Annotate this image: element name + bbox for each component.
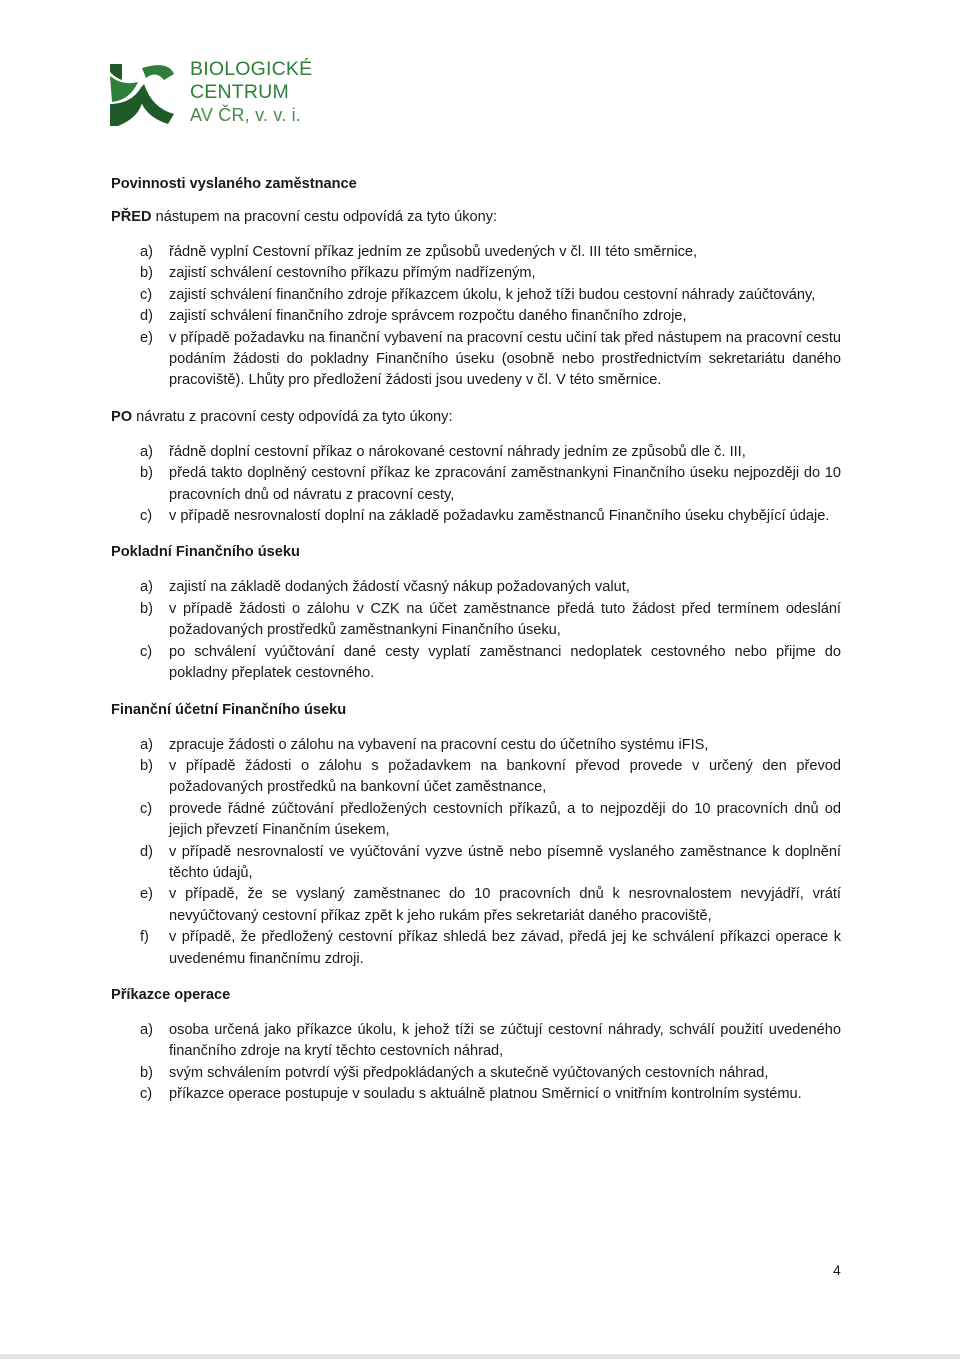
after-trip-strong: PO	[111, 408, 133, 425]
after-trip-rest: návratu z pracovní cesty odpovídá za tyto úkony:	[132, 408, 453, 425]
list-item-text: zpracuje žádosti o zálohu na vybavení na pracovní cestu do účetního systému iFIS,	[169, 736, 709, 753]
list-item-text: v případě, že předložený cestovní příkaz shledá bez závad, předá jej ke schválení příkazci operace k uvedenému finančnímu zdroji.	[169, 929, 841, 967]
list-item-label: a)	[140, 1021, 153, 1038]
before-trip-list	[111, 242, 841, 392]
logo-text	[190, 58, 312, 127]
list-item-text: provede řádné zúčtování předložených cestovních příkazů, a to nejpozději do 10 pracovních dnů od jejich převzetí Finančním úsekem,	[169, 800, 841, 839]
after-trip-list	[111, 442, 841, 528]
list-item-text: řádně vyplní Cestovní příkaz jedním ze způsobů uvedených v čl. III této směrnice,	[169, 244, 698, 260]
list-item-text: příkazce operace postupuje v souladu s aktuálně platnou Směrnicí o vnitřním kontrolním systému.	[169, 1086, 802, 1103]
list-item-text: po schválení vyúčtování dané cesty vyplatí zaměstnanci nedoplatek cestovného nebo přijme do pokladny přeplatek cestovného.	[169, 643, 841, 682]
list-item	[111, 799, 841, 842]
list-item-text: řádně doplní cestovní příkaz o nárokované cestovní náhrady jedním ze způsobů dle č. III,	[169, 443, 746, 460]
list-item-label: a)	[140, 443, 153, 460]
list-item-label: e)	[140, 329, 153, 346]
list-item-text: v případě žádosti o zálohu s požadavkem na bankovní převod provede v určený den převod požadovaných prostředků na bankovní účet zaměstnance,	[169, 757, 841, 796]
list-item-label: c)	[140, 1086, 153, 1103]
list-item	[111, 442, 841, 463]
bc-logo-mark-icon	[108, 56, 178, 128]
list-item	[111, 306, 841, 327]
list-item-text: svým schválením potvrdí výši předpokládaných a skutečně vyúčtovaných cestovních náhrad,	[169, 1064, 769, 1081]
cashier-heading: Pokladní Finančního úseku	[111, 544, 300, 561]
list-item	[111, 927, 841, 970]
logo-line-3: AV ČR, v. v. i.	[190, 105, 302, 125]
list-item-label: c)	[140, 800, 153, 817]
list-item-text: v případě, že se vyslaný zaměstnanec do 10 pracovních dnů k nesrovnalostem nevyjádří, vrátí nevyúčtovaný cestovní příkaz zpět k jeho rukám přes sekretariát daného pracoviště,	[169, 886, 841, 924]
list-item-text: v případě žádosti o zálohu v CZK na účet zaměstnance předá tuto žádost před termínem odeslání požadovaných prostředků zaměstnankyni Finančního úseku,	[169, 600, 841, 639]
after-trip-intro	[111, 409, 841, 425]
list-item-label: e)	[140, 886, 153, 903]
list-item-text: v případě požadavku na finanční vybavení na pracovní cestu učiní tak před nástupem na pracovní cestu podáním žádosti do pokladny Finančního úseku (osobně nebo prostřednictvím sekretariátu daného pracoviště). Lhůty pro předložení žádosti jsou uvedeny v čl. V této směrnice.	[169, 329, 841, 389]
list-item	[111, 599, 841, 642]
cashier-list	[111, 577, 841, 684]
before-trip-strong: PŘED	[111, 209, 152, 225]
list-item-text: zajistí na základě dodaných žádostí včasný nákup požadovaných valut,	[169, 579, 630, 596]
before-trip-rest: nástupem na pracovní cestu odpovídá za tyto úkony:	[151, 209, 498, 225]
list-item	[111, 756, 841, 799]
list-item	[111, 328, 841, 392]
institution-logo	[108, 56, 338, 131]
list-item	[111, 463, 841, 506]
list-item-label: b)	[140, 1064, 153, 1081]
list-item-label: c)	[140, 508, 153, 525]
list-item-text: v případě nesrovnalostí doplní na základě požadavku zaměstnanců Finančního úseku chybějící údaje.	[169, 508, 830, 525]
list-item-text: zajistí schválení finančního zdroje správcem rozpočtu daného finančního zdroje,	[169, 308, 687, 325]
list-item-label: a)	[140, 579, 153, 596]
list-item	[111, 842, 841, 885]
list-item-label: c)	[140, 643, 153, 660]
list-item-text: předá takto doplněný cestovní příkaz ke zpracování zaměstnankyni Finančního úseku nejpozději do 10 pracovních dnů od návratu z pracovní cesty,	[169, 465, 841, 503]
orderers-list	[111, 1020, 841, 1106]
list-item	[111, 1084, 841, 1105]
scan-edge-divider	[0, 1354, 960, 1359]
list-item-label: a)	[140, 244, 153, 260]
list-item	[111, 506, 841, 527]
page-number: 4	[833, 1262, 841, 1278]
list-item-label: b)	[140, 757, 153, 774]
list-item	[111, 735, 841, 756]
list-item	[111, 263, 841, 284]
list-item-text: zajistí schválení cestovního příkazu přímým nadřízeným,	[169, 265, 536, 282]
before-trip-intro	[111, 209, 841, 225]
logo-line-1: BIOLOGICKÉ	[190, 58, 313, 80]
list-item	[111, 1063, 841, 1084]
list-item-label: b)	[140, 465, 153, 482]
logo-line-2: CENTRUM	[190, 81, 289, 103]
list-item-label: d)	[140, 843, 153, 860]
list-item	[111, 242, 841, 263]
list-item	[111, 285, 841, 306]
list-item-label: d)	[140, 308, 153, 325]
list-item-text: v případě nesrovnalostí ve vyúčtování vyzve ústně nebo písemně vyslaného zaměstnance k doplnění těchto údajů,	[169, 843, 841, 881]
accountant-heading: Finanční účetní Finančního úseku	[111, 701, 347, 718]
list-item-label: f)	[140, 929, 149, 946]
list-item-label: b)	[140, 265, 153, 282]
list-item-text: zajistí schválení finančního zdroje příkazcem úkolu, k jehož tíži budou cestovní náhrady zaúčtovány,	[169, 286, 816, 303]
list-item-text: osoba určená jako příkazce úkolu, k jehož tíži se zúčtují cestovní náhrady, schválí použití uvedeného finančního zdroje na krytí těchto cestovních náhrad,	[169, 1021, 841, 1060]
list-item-label: a)	[140, 736, 153, 753]
document-title: Povinnosti vyslaného zaměstnance	[111, 176, 357, 192]
list-item-label: c)	[140, 286, 153, 303]
list-item	[111, 642, 841, 685]
document-body	[111, 176, 841, 1106]
list-item	[111, 577, 841, 598]
list-item	[111, 884, 841, 927]
list-item	[111, 1020, 841, 1063]
orderers-heading: Příkazce operace	[111, 986, 231, 1003]
accountant-list	[111, 735, 841, 970]
list-item-label: b)	[140, 600, 153, 617]
